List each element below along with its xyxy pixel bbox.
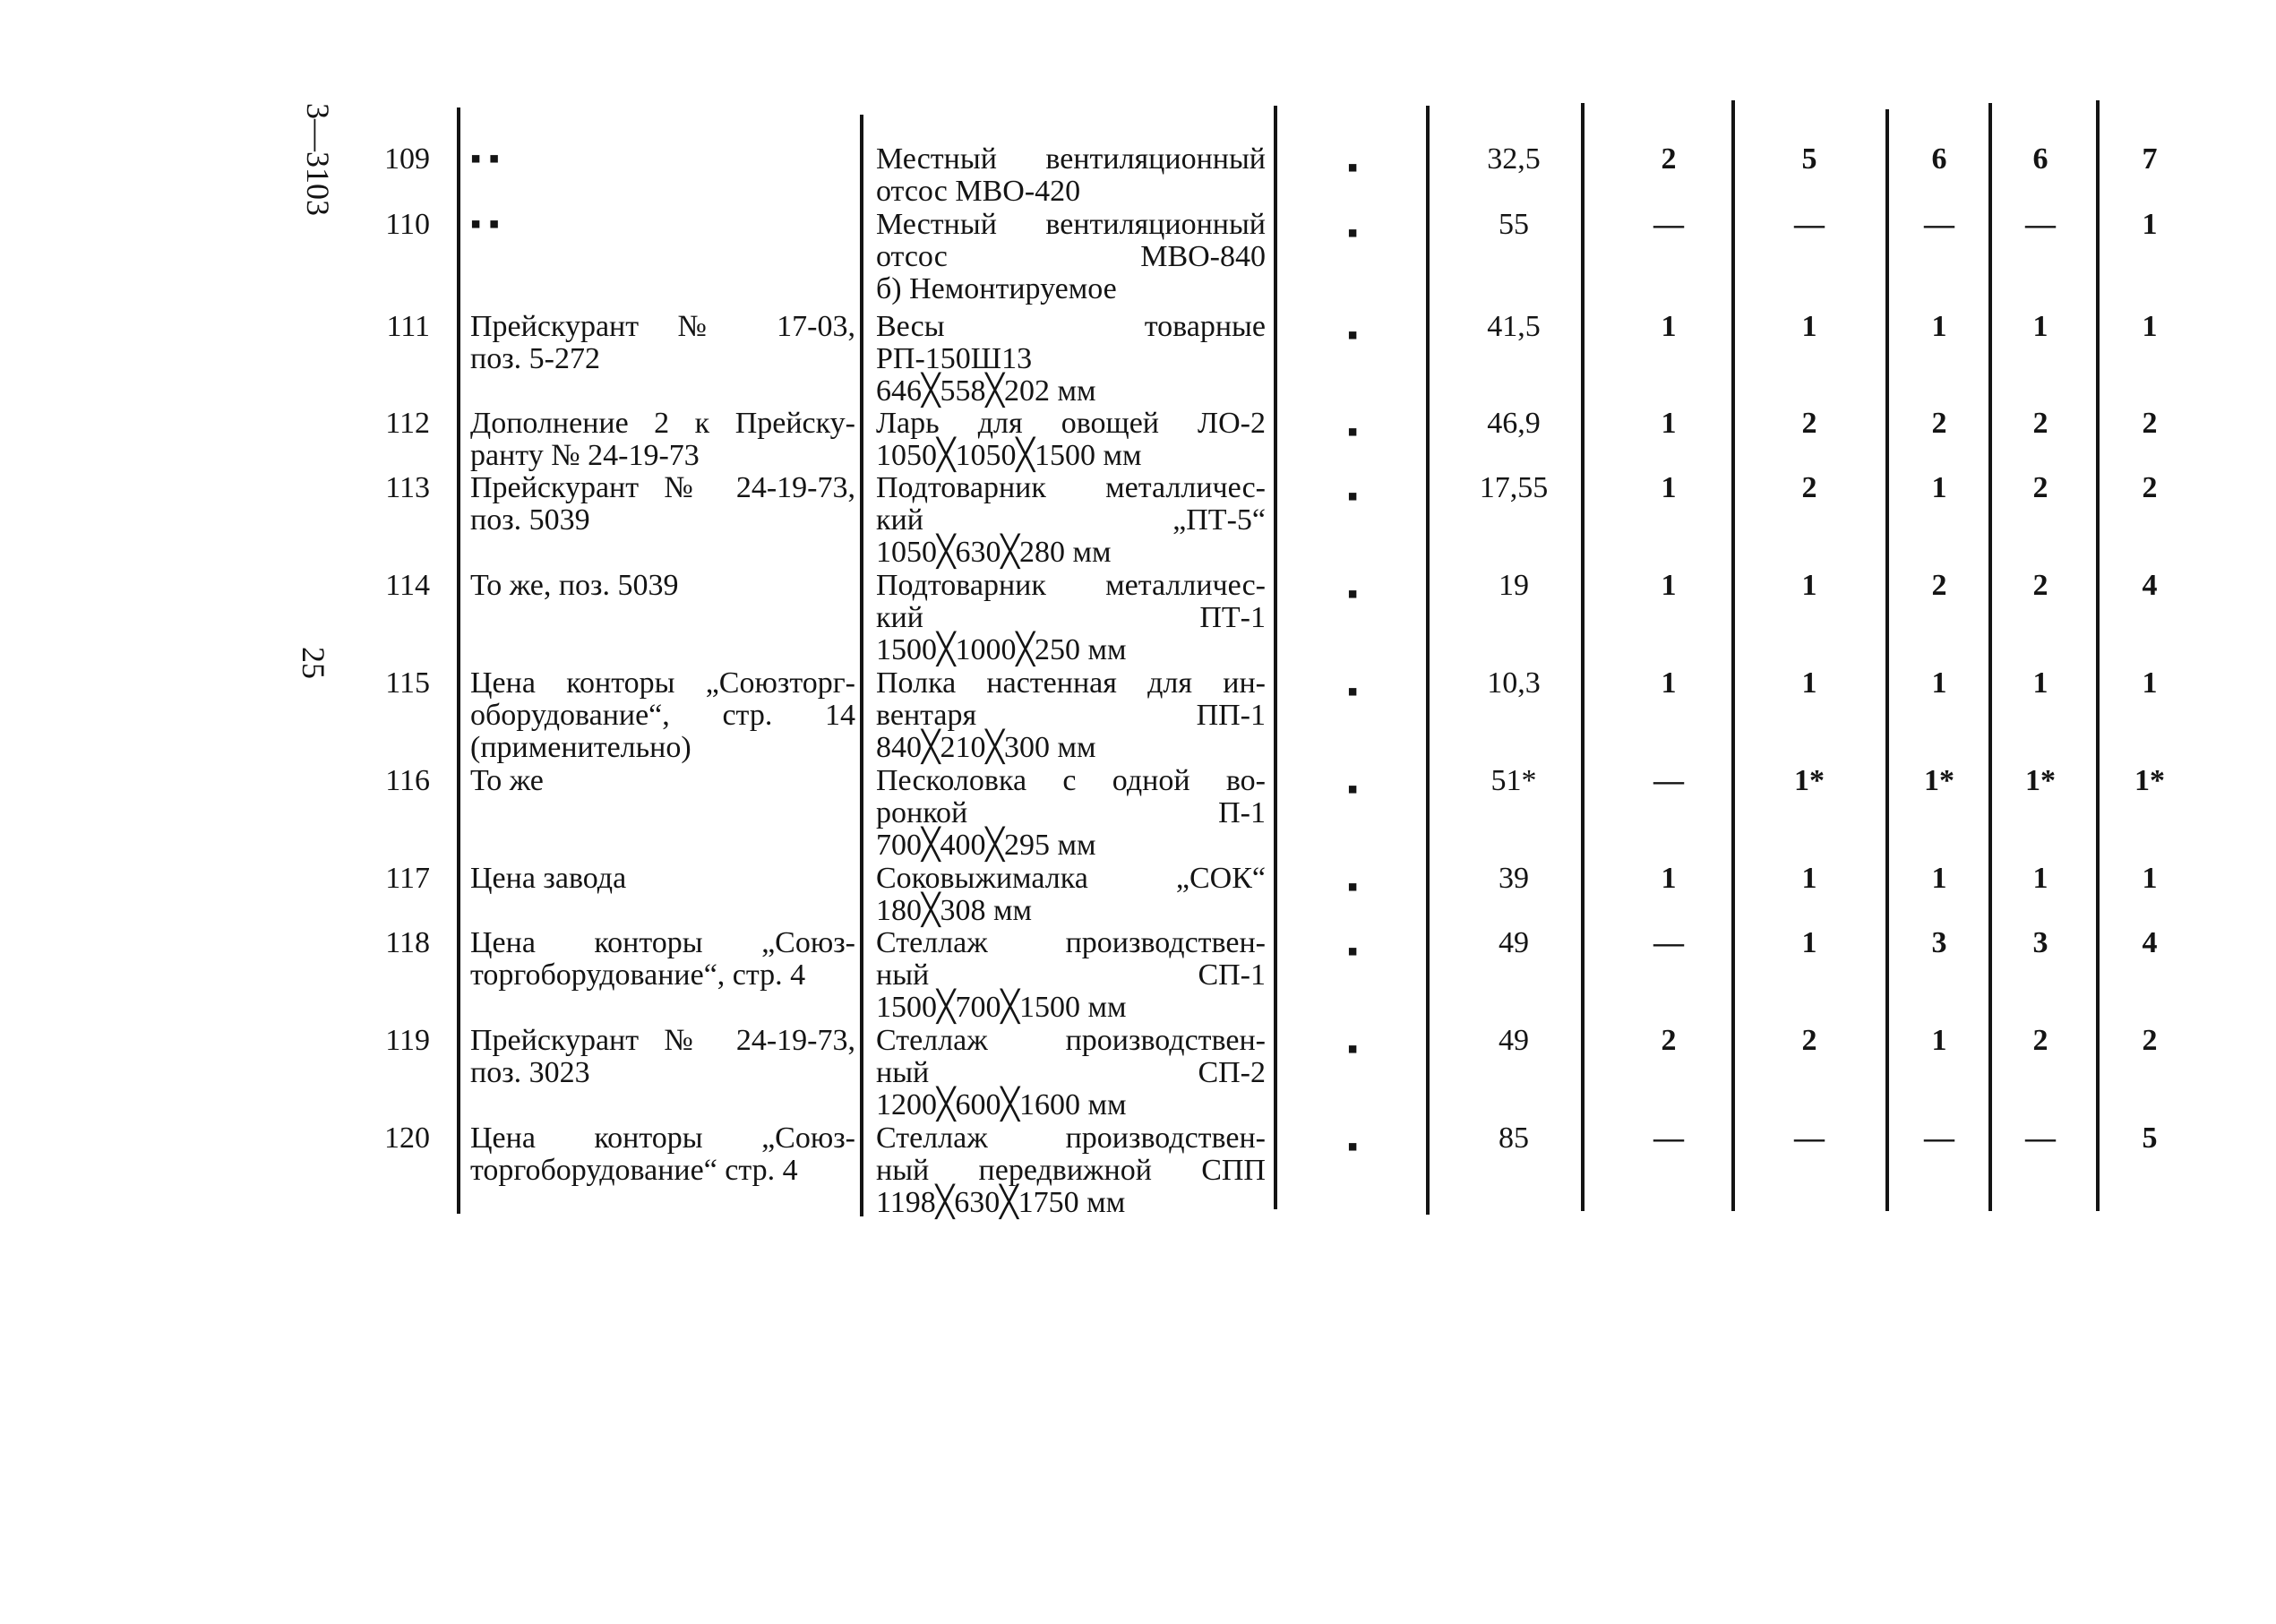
source-cell: [470, 143, 855, 176]
quantity-value: —: [1794, 1121, 1825, 1155]
quantity-value: 2: [2032, 407, 2048, 440]
quantity-value: 1: [2032, 310, 2048, 343]
price-value: 32,5: [1487, 142, 1541, 176]
source-line: Цена конторы „Союзторг-: [470, 666, 855, 700]
row-number: 118: [385, 926, 430, 959]
quantity-value: —: [1653, 1121, 1684, 1155]
quantity-value: —: [2025, 208, 2056, 241]
source-line: Прейскурант № 24-19-73,: [470, 471, 855, 504]
price-value: 19: [1499, 569, 1529, 602]
equipment-name-line: ный СП-2: [876, 1056, 1266, 1089]
equipment-name-line: 1198╳630╳1750 мм: [876, 1186, 1126, 1219]
unit-mark: ▪: [1346, 675, 1359, 709]
quantity-value: 2: [1801, 407, 1817, 440]
quantity-value: 2: [1801, 1024, 1817, 1057]
source-line: Прейскурант № 24-19-73,: [470, 1024, 855, 1057]
quantity-value: 2: [1931, 569, 1947, 602]
quantity-value: 2: [2142, 1024, 2158, 1057]
unit-mark: ▪: [1346, 217, 1359, 250]
source-cell: [470, 765, 855, 797]
quantity-value: 3: [2032, 926, 2048, 959]
row-number: 119: [385, 1024, 430, 1057]
equipment-name-cell: [876, 1122, 1266, 1219]
row-number: 116: [385, 764, 430, 797]
quantity-value: 1: [1801, 310, 1817, 343]
source-line: ранту № 24-19-73: [470, 439, 700, 472]
source-cell: [470, 667, 855, 764]
equipment-name-line: Подтоварник металличес-: [876, 569, 1266, 602]
equipment-name-line: 1200╳600╳1600 мм: [876, 1088, 1127, 1121]
quantity-value: 1*: [2134, 764, 2165, 797]
equipment-name-line: отсос МВО-420: [876, 175, 1081, 208]
equipment-name-line: Стеллаж производствен-: [876, 1024, 1266, 1057]
equipment-name-cell: [876, 143, 1266, 208]
document-code-label: 3—3103: [300, 103, 336, 216]
price-value: 85: [1499, 1121, 1529, 1155]
quantity-value: 2: [2142, 471, 2158, 504]
equipment-name-line: Подтоварник металличес-: [876, 471, 1266, 504]
quantity-value: —: [1653, 208, 1684, 241]
source-line: ▪ ▪: [470, 142, 500, 176]
quantity-value: 1: [1801, 569, 1817, 602]
column-rule: [457, 107, 460, 1214]
equipment-name-line: Ларь для овощей ЛО-2: [876, 407, 1266, 440]
equipment-name-line: кий ПТ-1: [876, 601, 1266, 634]
source-line: Цена конторы „Союз-: [470, 926, 855, 959]
quantity-value: 1: [1661, 862, 1677, 895]
row-number: 120: [384, 1121, 430, 1155]
quantity-value: 4: [2142, 926, 2158, 959]
equipment-name-cell: [876, 667, 1266, 764]
quantity-value: 1*: [1924, 764, 1954, 797]
equipment-name-line: 1050╳1050╳1500 мм: [876, 439, 1142, 472]
quantity-value: 4: [2142, 569, 2158, 602]
equipment-name-cell: [876, 765, 1266, 862]
source-cell: [470, 311, 855, 375]
row-number: 117: [385, 862, 430, 895]
row-number: 112: [385, 407, 430, 440]
equipment-name-cell: [876, 1025, 1266, 1121]
equipment-name-line: б) Немонтируемое: [876, 272, 1117, 305]
quantity-value: 2: [2032, 569, 2048, 602]
column-rule: [1731, 100, 1735, 1211]
column-rule: [860, 115, 863, 1216]
unit-mark: ▪: [1346, 871, 1359, 904]
equipment-name-line: 180╳308 мм: [876, 894, 1033, 927]
equipment-name-line: ный передвижной СПП: [876, 1154, 1266, 1187]
unit-mark: ▪: [1346, 151, 1359, 185]
equipment-name-line: 1500╳1000╳250 мм: [876, 633, 1127, 666]
quantity-value: 1: [1661, 666, 1677, 700]
quantity-value: 1: [1801, 862, 1817, 895]
equipment-name-line: Стеллаж производствен-: [876, 1121, 1266, 1155]
source-line: То же, поз. 5039: [470, 569, 679, 602]
equipment-name-line: 1500╳700╳1500 мм: [876, 991, 1127, 1024]
row-number: 115: [385, 666, 430, 700]
source-line: Цена завода: [470, 862, 627, 895]
source-cell: [470, 1025, 855, 1089]
source-line: (применительно): [470, 731, 691, 764]
quantity-value: 3: [1931, 926, 1947, 959]
quantity-value: 2: [1661, 1024, 1677, 1057]
equipment-name-cell: [876, 209, 1266, 305]
quantity-value: 1: [2142, 862, 2158, 895]
quantity-value: —: [1924, 208, 1954, 241]
source-line: То же: [470, 764, 544, 797]
equipment-name-line: вентаря ПП-1: [876, 699, 1266, 732]
row-number: 109: [384, 142, 430, 176]
row-number: 111: [386, 310, 430, 343]
equipment-name-line: Стеллаж производствен-: [876, 926, 1266, 959]
price-value: 49: [1499, 926, 1529, 959]
quantity-value: —: [1653, 764, 1684, 797]
source-line: Прейскурант № 17-03,: [470, 310, 855, 343]
source-cell: [470, 1122, 855, 1187]
equipment-name-line: Местный вентиляционный: [876, 142, 1266, 176]
quantity-value: 1: [2032, 666, 2048, 700]
quantity-value: 1: [1931, 862, 1947, 895]
equipment-name-line: отсос МВО-840: [876, 240, 1266, 273]
quantity-value: 1: [1801, 926, 1817, 959]
source-line: ▪ ▪: [470, 208, 500, 241]
source-cell: [470, 209, 855, 241]
source-line: Дополнение 2 к Прейску-: [470, 407, 855, 440]
quantity-value: 1*: [1794, 764, 1825, 797]
equipment-name-line: 1050╳630╳280 мм: [876, 536, 1112, 569]
equipment-name-line: Соковыжималка „СОК“: [876, 862, 1266, 895]
unit-mark: ▪: [1346, 1130, 1359, 1164]
quantity-value: 1: [1661, 569, 1677, 602]
source-line: торгоборудование“ стр. 4: [470, 1154, 798, 1187]
source-line: Цена конторы „Союз-: [470, 1121, 855, 1155]
source-cell: [470, 408, 855, 472]
column-rule: [1426, 106, 1430, 1215]
row-number: 113: [385, 471, 430, 504]
unit-mark: ▪: [1346, 416, 1359, 449]
equipment-name-cell: [876, 408, 1266, 472]
source-cell: [470, 863, 855, 895]
equipment-name-line: Полка настенная для ин-: [876, 666, 1266, 700]
quantity-value: 1: [1661, 407, 1677, 440]
column-rule: [1988, 103, 1992, 1211]
equipment-name-cell: [876, 570, 1266, 666]
quantity-value: —: [1653, 926, 1684, 959]
unit-mark: ▪: [1346, 773, 1359, 806]
quantity-value: 1: [1931, 471, 1947, 504]
source-cell: [470, 927, 855, 992]
equipment-name-line: 840╳210╳300 мм: [876, 731, 1096, 764]
quantity-value: 1: [1931, 666, 1947, 700]
column-rule: [1885, 109, 1889, 1211]
quantity-value: 1: [2142, 310, 2158, 343]
row-number: 114: [385, 569, 430, 602]
quantity-value: —: [1924, 1121, 1954, 1155]
quantity-value: 2: [1661, 142, 1677, 176]
quantity-value: 7: [2142, 142, 2158, 176]
equipment-name-line: РП-150Ш13: [876, 342, 1033, 375]
equipment-name-line: Местный вентиляционный: [876, 208, 1266, 241]
quantity-value: 1*: [2025, 764, 2056, 797]
page-number-label: 25: [296, 647, 331, 679]
quantity-value: 1: [1661, 471, 1677, 504]
equipment-name-cell: [876, 863, 1266, 927]
quantity-value: 1: [1931, 1024, 1947, 1057]
quantity-value: 1: [2142, 208, 2158, 241]
unit-mark: ▪: [1346, 935, 1359, 968]
quantity-value: 5: [1801, 142, 1817, 176]
quantity-value: 2: [1931, 407, 1947, 440]
quantity-value: 6: [2032, 142, 2048, 176]
source-cell: [470, 472, 855, 537]
equipment-name-line: 646╳558╳202 мм: [876, 374, 1096, 408]
equipment-name-cell: [876, 472, 1266, 569]
source-line: поз. 5039: [470, 503, 590, 537]
quantity-value: 5: [2142, 1121, 2158, 1155]
quantity-value: 2: [2032, 471, 2048, 504]
unit-mark: ▪: [1346, 480, 1359, 513]
equipment-name-line: 700╳400╳295 мм: [876, 829, 1096, 862]
quantity-value: —: [1794, 208, 1825, 241]
equipment-name-line: ронкой П-1: [876, 796, 1266, 829]
price-value: 39: [1499, 862, 1529, 895]
unit-mark: ▪: [1346, 1033, 1359, 1066]
quantity-value: 2: [2032, 1024, 2048, 1057]
unit-mark: ▪: [1346, 319, 1359, 352]
source-line: оборудование“, стр. 14: [470, 699, 855, 732]
equipment-name-line: ный СП-1: [876, 958, 1266, 992]
quantity-value: 1: [2142, 666, 2158, 700]
source-line: поз. 5-272: [470, 342, 600, 375]
source-line: поз. 3023: [470, 1056, 590, 1089]
column-rule: [1274, 106, 1277, 1209]
quantity-value: 2: [1801, 471, 1817, 504]
quantity-value: 2: [2142, 407, 2158, 440]
quantity-value: 1: [1661, 310, 1677, 343]
quantity-value: —: [2025, 1121, 2056, 1155]
equipment-name-line: Песколовка с одной во-: [876, 764, 1266, 797]
price-value: 17,55: [1479, 471, 1549, 504]
quantity-value: 1: [2032, 862, 2048, 895]
price-value: 46,9: [1487, 407, 1541, 440]
price-value: 41,5: [1487, 310, 1541, 343]
price-value: 49: [1499, 1024, 1529, 1057]
quantity-value: 1: [1801, 666, 1817, 700]
quantity-value: 6: [1931, 142, 1947, 176]
equipment-name-cell: [876, 927, 1266, 1024]
price-value: 51*: [1490, 764, 1537, 797]
source-line: торгоборудование“, стр. 4: [470, 958, 806, 992]
row-number: 110: [385, 208, 430, 241]
equipment-name-cell: [876, 311, 1266, 408]
quantity-value: 1: [1931, 310, 1947, 343]
equipment-name-line: кий „ПТ-5“: [876, 503, 1266, 537]
price-value: 55: [1499, 208, 1529, 241]
price-value: 10,3: [1487, 666, 1541, 700]
column-rule: [2096, 100, 2100, 1211]
equipment-name-line: Весы товарные: [876, 310, 1266, 343]
source-cell: [470, 570, 855, 602]
unit-mark: ▪: [1346, 578, 1359, 611]
